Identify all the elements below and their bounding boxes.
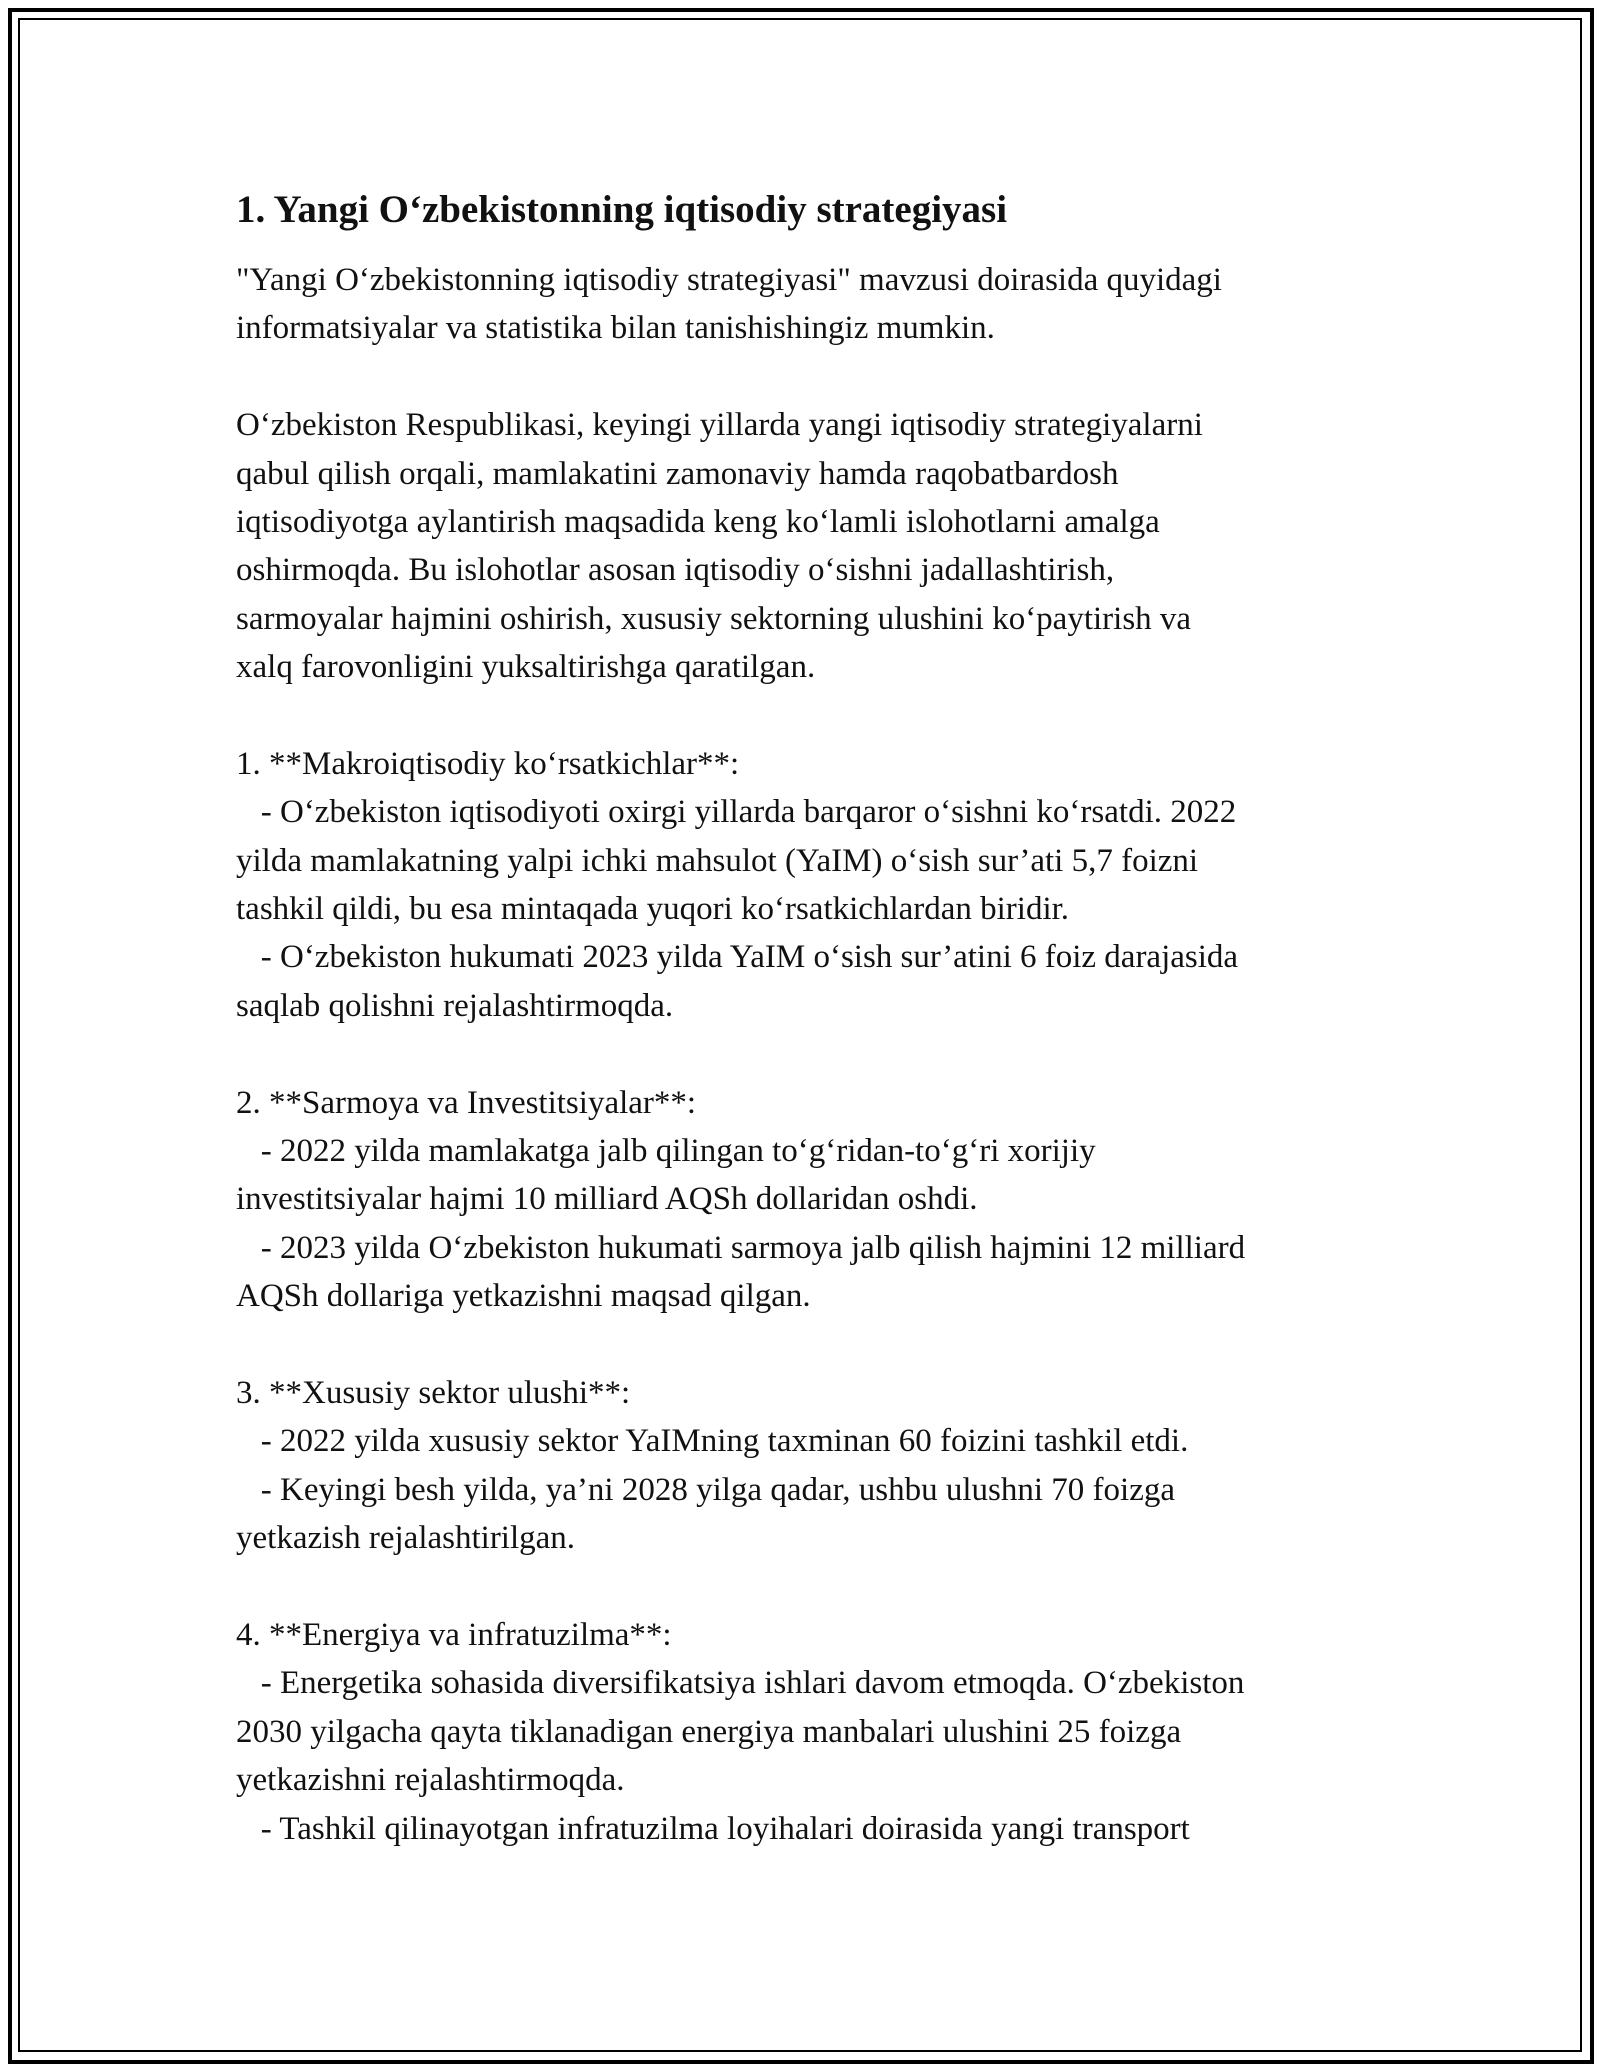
- text-line: - O‘zbekiston iqtisodiyoti oxirgi yillarda barqaror o‘sishni ko‘rsatdi. 2022: [236, 794, 1237, 831]
- text-line: yetkazish rejalashtirilgan.: [236, 1520, 576, 1557]
- text-line: 4. **Energiya va infratuzilma**:: [236, 1616, 672, 1653]
- text-line: saqlab qolishni rejalashtirmoqda.: [236, 987, 674, 1024]
- document-title: 1. Yangi O‘zbekistonning iqtisodiy strategiyasi: [236, 188, 1008, 231]
- text-line: - O‘zbekiston hukumati 2023 yilda YaIM o‘sish sur’atini 6 foiz darajasida: [236, 939, 1239, 976]
- text-line: - 2022 yilda mamlakatga jalb qilingan to‘g‘ridan-to‘g‘ri xorijiy: [236, 1133, 1096, 1170]
- text-line: qabul qilish orqali, mamlakatini zamonaviy hamda raqobatbardosh: [236, 455, 1119, 492]
- blank-line: [236, 1321, 1386, 1369]
- text-line: 2030 yilgacha qayta tiklanadigan energiya manbalari ulushini 25 foizga: [236, 1713, 1182, 1750]
- blank-line: [236, 1563, 1386, 1611]
- text-line: 1. **Makroiqtisodiy ko‘rsatkichlar**:: [236, 745, 740, 782]
- text-line: - 2023 yilda O‘zbekiston hukumati sarmoya jalb qilish hajmini 12 milliard: [236, 1229, 1246, 1266]
- text-line: - Tashkil qilinayotgan infratuzilma loyihalari doirasida yangi transport: [236, 1810, 1190, 1847]
- text-line: tashkil qildi, bu esa mintaqada yuqori ko‘rsatkichlardan biridir.: [236, 891, 1070, 928]
- blank-line: [236, 692, 1386, 740]
- blank-line: [236, 1030, 1386, 1078]
- text-line: informatsiyalar va statistika bilan tanishishingiz mumkin.: [236, 310, 995, 347]
- text-line: "Yangi O‘zbekistonning iqtisodiy strategiyasi" mavzusi doirasida quyidagi: [236, 262, 1222, 298]
- text-line: - Keyingi besh yilda, ya’ni 2028 yilga qadar, ushbu ulushni 70 foizga: [236, 1471, 1176, 1508]
- text-line: yilda mamlakatning yalpi ichki mahsulot (YaIM) o‘sish sur’ati 5,7 foizni: [236, 842, 1199, 879]
- document-body: [236, 186, 1386, 1853]
- blank-line: [236, 353, 1386, 401]
- text-line: 3. **Xususiy sektor ulushi**:: [236, 1374, 631, 1411]
- document-text: [236, 256, 1386, 1853]
- text-line: AQSh dollariga yetkazishni maqsad qilgan.: [236, 1278, 811, 1315]
- text-line: - Energetika sohasida diversifikatsiya ishlari davom etmoqda. O‘zbekiston: [236, 1665, 1245, 1702]
- text-line: yetkazishni rejalashtirmoqda.: [236, 1762, 625, 1799]
- text-line: investitsiyalar hajmi 10 milliard AQSh dollaridan oshdi.: [236, 1181, 978, 1218]
- text-line: xalq farovonligini yuksaltirishga qaratilgan.: [236, 649, 816, 686]
- text-line: - 2022 yilda xususiy sektor YaIMning taxminan 60 foizini tashkil etdi.: [236, 1423, 1189, 1460]
- text-line: sarmoyalar hajmini oshirish, xususiy sektorning ulushini ko‘paytirish va: [236, 600, 1192, 637]
- text-line: O‘zbekiston Respublikasi, keyingi yillarda yangi iqtisodiy strategiyalarni: [236, 407, 1203, 444]
- text-line: oshirmoqda. Bu islohotlar asosan iqtisodiy o‘sishni jadallashtirish,: [236, 552, 1115, 589]
- text-line: iqtisodiyotga aylantirish maqsadida keng ko‘lamli islohotlarni amalga: [236, 503, 1160, 540]
- text-line: 2. **Sarmoya va Investitsiyalar**:: [236, 1084, 697, 1121]
